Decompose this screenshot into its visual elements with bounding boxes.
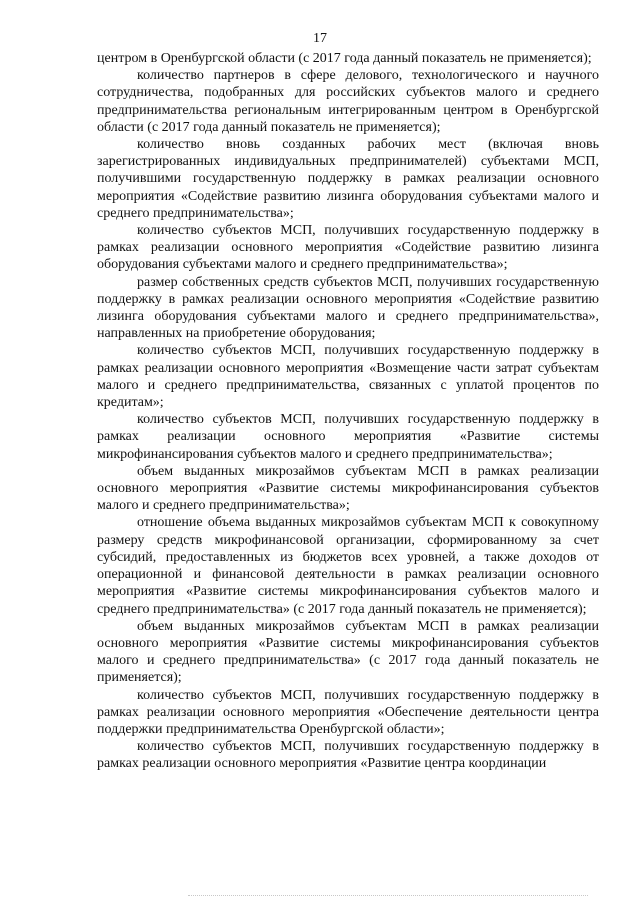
paragraph-continued: центром в Оренбургской области (с 2017 года данный показатель не применяется);	[97, 51, 592, 66]
scan-bottom-edge	[188, 895, 588, 897]
paragraph: размер собственных средств субъектов МСП, получивших государственную поддержку в рамках реализации основного мероприятия «Содействие развитию лизинга оборудования субъектами малого и среднего предпринимательства», направленных на приобретение оборудования;	[97, 274, 599, 342]
paragraph: отношение объема выданных микрозаймов субъектам МСП к совокупному размеру средств микрофинансовой организации, сформированному за счет субсидий, предоставленных из бюджетов всех уровней, а также доходов от операционной и финансовой деятельности в рамках реализации основного мероприятия «Развитие системы микрофинансирования субъектов малого и среднего предпринимательства» (с 2017 года данный показатель не применяется);	[97, 515, 599, 617]
paragraph: количество субъектов МСП, получивших государственную поддержку в рамках реализации основного мероприятия «Возмещение части затрат субъектам малого и среднего предпринимательства, связанных с уплатой процентов по кредитам»;	[97, 343, 599, 411]
page-number: 17	[313, 31, 327, 46]
paragraph: количество партнеров в сфере делового, технологического и научного сотрудничества, подобранных для российских субъектов малого и среднего предпринимательства региональным интегрированным центром в Оренбургской области (с 2017 года данный показатель не применяется);	[97, 68, 599, 135]
paragraph: количество субъектов МСП, получивших государственную поддержку в рамках реализации основного мероприятия «Содействие развитию лизинга оборудования субъектами малого и среднего предпринимательства»;	[97, 223, 599, 273]
paragraph: количество субъектов МСП, получивших государственную поддержку в рамках реализации основного мероприятия «Развитие системы микрофинансирования субъектов малого и среднего предпринимательства»;	[97, 412, 599, 462]
paragraph: объем выданных микрозаймов субъектам МСП в рамках реализации основного мероприятия «Развитие системы микрофинансирования субъектов малого и среднего предпринимательства» (с 2017 года данный показатель не применяется);	[97, 618, 599, 686]
paragraph: количество субъектов МСП, получивших государственную поддержку в рамках реализации основного мероприятия «Обеспечение деятельности центра поддержки предпринимательства Оренбургской области»;	[97, 687, 599, 737]
paragraph: количество вновь созданных рабочих мест (включая вновь зарегистрированных индивидуальных предпринимателей) субъектами МСП, получившими государственную поддержку в рамках реализации основного мероприятия «Содействие развитию лизинга оборудования субъектами малого и среднего предпринимательства»;	[97, 137, 599, 221]
body-text	[97, 50, 599, 773]
paragraph: объем выданных микрозаймов субъектам МСП в рамках реализации основного мероприятия «Развитие системы микрофинансирования субъектов малого и среднего предпринимательства»;	[97, 463, 599, 514]
paragraph-continues: количество субъектов МСП, получивших государственную поддержку в рамках реализации основного мероприятия «Развитие центра координации	[97, 739, 599, 772]
